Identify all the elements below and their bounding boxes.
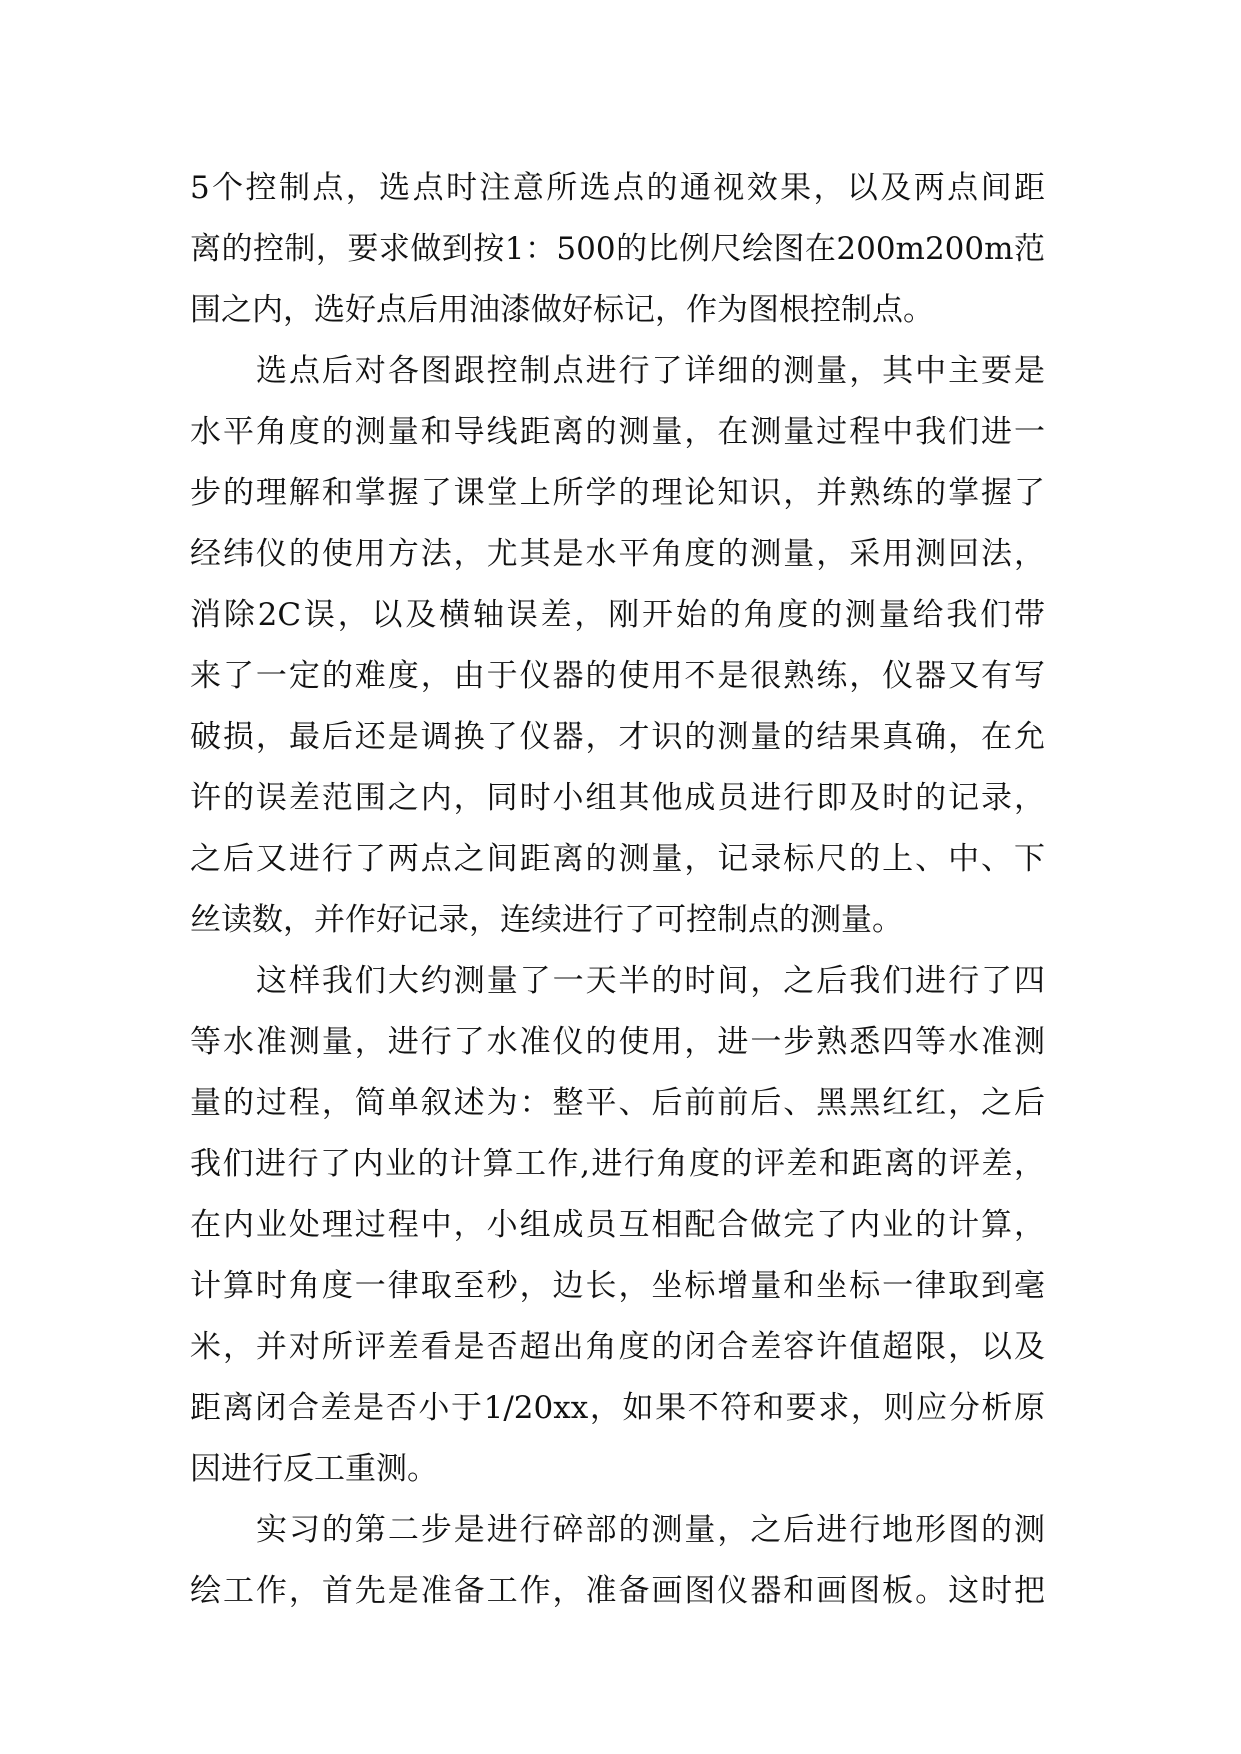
text-line: 实习的第二步是进行碎部的测量，之后进行地形图的测 — [256, 1512, 1045, 1548]
text-line: 离的控制，要求做到按1：500的比例尺绘图在200m200m范 — [190, 231, 1045, 267]
text-line: 5个控制点，选点时注意所选点的通视效果，以及两点间距 — [190, 170, 1045, 206]
text-line: 步的理解和掌握了课堂上所学的理论知识，并熟练的掌握了 — [190, 475, 1045, 511]
text-line: 米，并对所评差看是否超出角度的闭合差容许值超限，以及 — [190, 1329, 1045, 1365]
paragraph-1 — [190, 158, 1045, 341]
text-line: 来了一定的难度，由于仪器的使用不是很熟练，仪器又有写 — [190, 658, 1045, 694]
body-text — [190, 158, 1045, 1622]
text-line: 因进行反工重测。 — [190, 1451, 438, 1487]
text-line: 之后又进行了两点之间距离的测量，记录标尺的上、中、下 — [190, 841, 1045, 877]
text-line: 经纬仪的使用方法，尤其是水平角度的测量，采用测回法， — [190, 536, 1045, 572]
text-line: 这样我们大约测量了一天半的时间，之后我们进行了四 — [256, 963, 1045, 999]
text-line: 距离闭合差是否小于1/20xx，如果不符和要求，则应分析原 — [190, 1390, 1045, 1426]
text-line: 等水准测量，进行了水准仪的使用，进一步熟悉四等水准测 — [190, 1024, 1045, 1060]
text-line: 许的误差范围之内，同时小组其他成员进行即及时的记录， — [190, 780, 1045, 816]
text-line: 选点后对各图跟控制点进行了详细的测量，其中主要是 — [256, 353, 1045, 389]
text-line: 量的过程，简单叙述为：整平、后前前后、黑黑红红，之后 — [190, 1085, 1045, 1121]
text-line: 围之内，选好点后用油漆做好标记，作为图根控制点。 — [190, 292, 934, 328]
paragraph-4 — [190, 1500, 1045, 1622]
text-line: 计算时角度一律取至秒，边长，坐标增量和坐标一律取到毫 — [190, 1268, 1045, 1304]
paragraph-3 — [190, 951, 1045, 1500]
text-line: 我们进行了内业的计算工作,进行角度的评差和距离的评差， — [190, 1146, 1045, 1182]
text-line: 破损，最后还是调换了仪器，才识的测量的结果真确，在允 — [190, 719, 1045, 755]
text-line: 消除2C误，以及横轴误差，刚开始的角度的测量给我们带 — [190, 597, 1045, 633]
text-line: 水平角度的测量和导线距离的测量，在测量过程中我们进一 — [190, 414, 1045, 450]
text-line: 丝读数，并作好记录，连续进行了可控制点的测量。 — [190, 902, 903, 938]
text-line: 在内业处理过程中，小组成员互相配合做完了内业的计算， — [190, 1207, 1045, 1243]
text-line: 绘工作，首先是准备工作，准备画图仪器和画图板。这时把 — [190, 1573, 1045, 1609]
paragraph-2 — [190, 341, 1045, 951]
